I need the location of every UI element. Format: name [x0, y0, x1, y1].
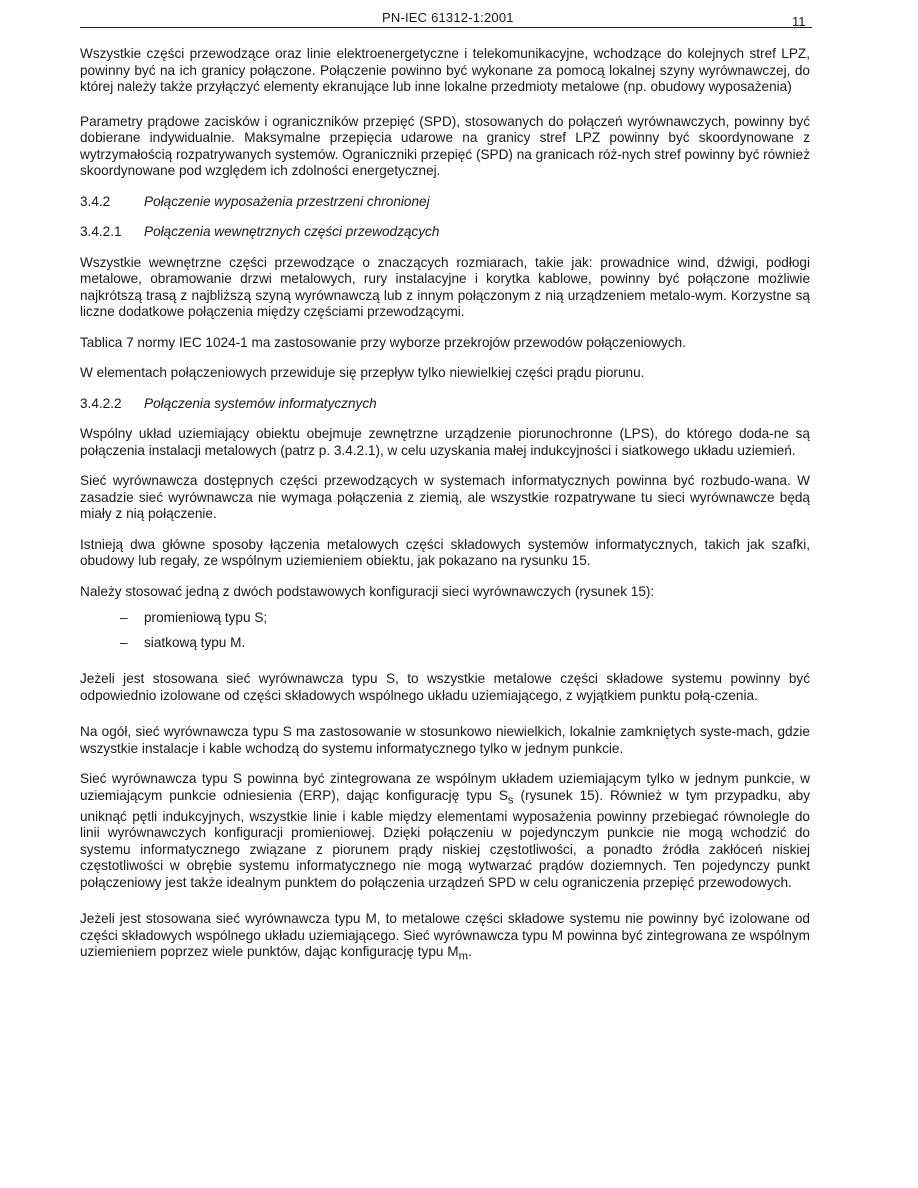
text-run: Jeżeli jest stosowana sieć wyrównawcza typu M, to metalowe części składowe systemu nie powinny być izolowane od części składowych wspólnego układu uziemiającego. Sieć wyrównawcza typu M powinna być zintegrowana ze wspólnym uziemieniem poprzez wiele punktów, dając konfigurację typu M — [80, 911, 810, 960]
paragraph-type-s-integration — [80, 771, 810, 891]
paragraph-configurations: Należy stosować jedną z dwóch podstawowych konfiguracji sieci wyrównawczych (rysunek 15): — [80, 583, 655, 599]
heading-title: Połączenie wyposażenia przestrzeni chronionej — [144, 193, 430, 209]
paragraph-bonding-network: Sieć wyrównawcza dostępnych części przewodzących w systemach informatycznych powinna być rozbudo-wana. W zasadzie sieć wyrównawcza nie wymaga połączenia z ziemią, ale wszystkie rozpatrywane tu sieci wyrównawcze będą miały z nią połączenie. — [80, 473, 810, 521]
list-item — [80, 635, 810, 652]
paragraph-lpz-bonding: Wszystkie części przewodzące oraz linie elektroenergetyczne i telekomunikacyjne, wchodzące do kolejnych stref LPZ, powinny być na ich granicy połączone. Połączenie powinno być wykonane za pomocą lokalnej szyny wyrównawczej, do której należy także przyłączyć elementy ekranujące lub inne lokalne przedmioty metalowe (np. obudowy wyposażenia) — [80, 46, 810, 94]
paragraph-table-7: Tablica 7 normy IEC 1024-1 ma zastosowanie przy wyborze przekrojów przewodów połączeniowych. — [80, 334, 686, 350]
list-item-text: siatkową typu M. — [144, 634, 246, 650]
header-rule — [80, 27, 812, 28]
heading-3-4-2-2 — [80, 396, 810, 413]
configuration-list — [80, 610, 810, 651]
heading-title: Połączenia systemów informatycznych — [144, 395, 377, 411]
paragraph-type-m — [80, 911, 810, 965]
list-item-text: promieniową typu S; — [144, 610, 268, 625]
paragraph-type-s: Jeżeli jest stosowana sieć wyrównawcza typu S, to wszystkie metalowe części składowe systemu powinny być odpowiednio izolowane od części składowych wspólnego układu uziemiającego, z wyjątkiem punktu połą-czenia. — [80, 671, 810, 703]
paragraph-internal-parts: Wszystkie wewnętrzne części przewodzące o znaczących rozmiarach, takie jak: prowadnice wind, dźwigi, podłogi metalowe, obramowanie drzwi metalowych, rury instalacyjne i korytka kablowe, powinny być połączone możliwie najkrótszą trasą z najbliższą szyną wyrównawczą lub z innym połączonym z nią urządzeniem metalo-wym. Korzystne są liczne dodatkowe połączenia między częściami przewodzącymi. — [80, 254, 810, 319]
list-dash: – — [120, 610, 128, 625]
standard-designation: PN-IEC 61312-1:2001 — [382, 10, 514, 25]
heading-number: 3.4.2.2 — [80, 395, 122, 411]
paragraph-two-methods: Istnieją dwa główne sposoby łączenia metalowych części składowych systemów informatycznych, takich jak szafki, obudowy lub regały, ze wspólnym uziemieniem obiektu, jak pokazano na rysunku 15. — [80, 536, 810, 568]
text-run: (rysunek 15). Również w tym przypadku, aby uniknąć pętli indukcyjnych, wszystkie linie i kable między elementami wyposażenia powinny przebiegać równolegle do linii wyrównawczych konfiguracji promieniowej. Dzięki połączeniu w pojedynczym punkcie nie mogą wchodzić do systemu informatycznego związane z piorunem prądy niskiej częstotliwości, a ponadto źródła zakłóceń niskiej częstotliwości w obrębie systemu informatycznego nie mogą wytwarzać prądów doziemnych. Ten pojedynczy punkt połączeniowy jest także idealnym punktem do połączenia urządzeń SPD w celu ograniczenia przepięć przewodowych. — [80, 787, 811, 890]
subscript: s — [507, 794, 514, 807]
list-item — [80, 610, 810, 627]
paragraph-common-earthing: Wspólny układ uziemiający obiektu obejmuje zewnętrzne urządzenie piorunochronne (LPS), do którego doda-ne są połączenia instalacji metalowych (patrz p. 3.4.2.1), w celu uzyskania małej indukcyjności i siatkowego układu uziemień. — [80, 426, 810, 458]
heading-3-4-2 — [80, 194, 810, 211]
heading-number: 3.4.2 — [80, 193, 111, 209]
heading-title: Połączenia wewnętrznych części przewodzących — [144, 224, 440, 239]
heading-3-4-2-1 — [80, 224, 810, 241]
text-run: . — [468, 944, 472, 960]
paragraph-type-s-usage: Na ogół, sieć wyrównawcza typu S ma zastosowanie w stosunkowo niewielkich, lokalnie zamkniętych syste-mach, gdzie wszystkie instalacje i kable wchodzą do systemu informatycznego tylko w jednym punkcie. — [80, 724, 810, 756]
text-run: Sieć wyrównawcza typu S powinna być zintegrowana ze wspólnym układem uziemiającym tylko w jednym punkcie, w uziemiającym punkcie odniesienia (ERP), dając konfigurację typu S — [80, 771, 810, 803]
paragraph-current-flow: W elementach połączeniowych przewiduje się przepływ tylko niewielkiej części prądu piorunu. — [80, 365, 645, 380]
document-body — [80, 46, 810, 965]
paragraph-spd-parameters: Parametry prądowe zacisków i ograniczników przepięć (SPD), stosowanych do połączeń wyrównawczych, powinny być dobierane indywidualnie. Maksymalne przepięcia udarowe na granicy stref LPZ powinny być skoordynowane z wytrzymałością rozpatrywanych systemów. Ograniczniki przepięć (SPD) na granicach róż-nych stref powinny być również skoordynowane pod względem ich zdolności energetycznej. — [80, 113, 810, 178]
heading-number: 3.4.2.1 — [80, 224, 122, 239]
list-dash: – — [120, 634, 128, 650]
page-number: 11 — [792, 14, 806, 29]
subscript: m — [458, 950, 468, 963]
